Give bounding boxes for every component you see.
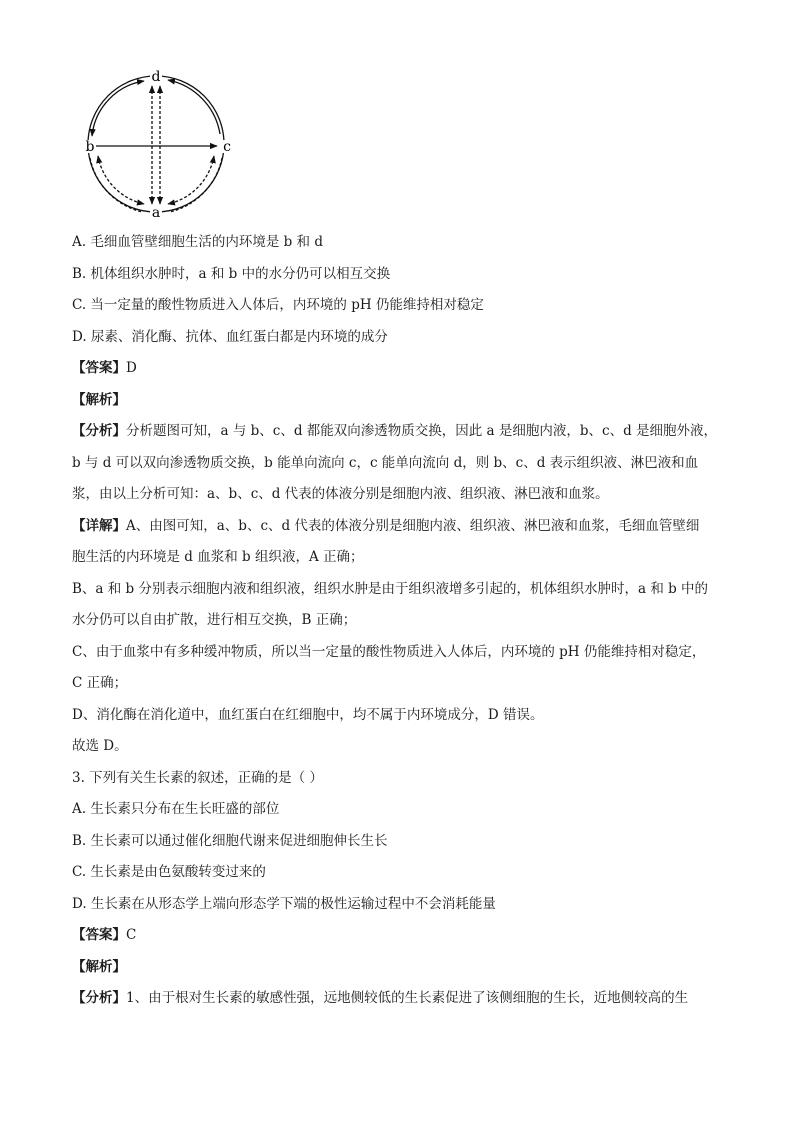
q3-fenxi-line-1 <box>72 988 722 1008</box>
q3-option-b: B. 生长素可以通过催化细胞代谢来促进细胞伸长生长 <box>72 833 388 849</box>
q2-fenxi-line-3: 浆，由以上分析可知：a、b、c、d 代表的体液分别是细胞内液、组织液、淋巴液和血浆。 <box>72 486 609 502</box>
xiangjie-tag: 【详解】 <box>72 518 126 534</box>
q2-xiangjie-line-7: D、消化酶在消化道中，血红蛋白在红细胞中，均不属于内环境成分，D 错误。 <box>72 707 544 723</box>
fenxi-text: 分析题图可知，a 与 b、c、d 都能双向渗透物质交换，因此 a 是细胞内液，b、c、d 是细胞外液， <box>126 423 718 439</box>
label-d: d <box>151 69 161 85</box>
q2-analysis-tag: 【解析】 <box>72 392 126 408</box>
q3-option-c: C. 生长素是由色氨酸转变过来的 <box>72 864 266 880</box>
q2-option-c: C. 当一定量的酸性物质进入人体后，内环境的 pH 仍能维持相对稳定 <box>72 297 484 313</box>
q2-xiangjie-line-5: C、由于血浆中有多种缓冲物质，所以当一定量的酸性物质进入人体后，内环境的 pH 仍能维持相对稳定， <box>72 644 706 660</box>
q3-analysis-tag: 【解析】 <box>72 959 126 975</box>
diagram-circle <box>85 76 224 212</box>
q2-fenxi-line-1 <box>72 421 722 441</box>
q2-xiangjie-line-3: B、a 和 b 分别表示细胞内液和组织液，组织水肿是由于组织液增多引起的，机体组织水肿时，a 和 b 中的 <box>72 581 709 597</box>
body-fluid-diagram <box>80 68 250 220</box>
arrow-b-d <box>92 81 144 136</box>
q2-fenxi-line-2: b 与 d 可以双向渗透物质交换，b 能单向流向 c，c 能单向流向 d，则 b、c、d 表示组织液、淋巴液和血 <box>72 455 699 471</box>
q2-xiangjie-line-2: 胞生活的内环境是 d 血浆和 b 组织液，A 正确； <box>72 549 364 565</box>
label-b: b <box>85 139 95 155</box>
label-a: a <box>151 205 161 220</box>
q2-option-a: A. 毛细血管壁细胞生活的内环境是 b 和 d <box>72 234 323 250</box>
q3-option-a: A. 生长素只分布在生长旺盛的部位 <box>72 801 280 817</box>
q2-xiangjie-line-1 <box>72 516 722 536</box>
q2-option-b: B. 机体组织水肿时，a 和 b 中的水分仍可以相互交换 <box>72 266 391 282</box>
arrow-b-a-inner <box>98 156 144 204</box>
answer-tag: 【答案】 <box>72 360 126 376</box>
label-c: c <box>223 139 231 155</box>
fenxi-tag: 【分析】 <box>72 990 126 1006</box>
fenxi-tag: 【分析】 <box>72 423 126 439</box>
answer-value: C <box>126 927 137 943</box>
answer-value: D <box>126 360 137 376</box>
q2-conclusion: 故选 D。 <box>72 738 128 754</box>
xiangjie-text: A、由图可知，a、b、c、d 代表的体液分别是细胞内液、组织液、淋巴液和血浆，毛细血管壁细 <box>126 518 700 534</box>
arrow-c-a-inner <box>168 156 214 204</box>
q2-xiangjie-line-4: 水分仍可以自由扩散，进行相互交换，B 正确； <box>72 612 357 628</box>
q3-option-d: D. 生长素在从形态学上端向形态学下端的极性运输过程中不会消耗能量 <box>72 896 496 912</box>
q2-answer <box>72 358 722 378</box>
q2-option-d: D. 尿素、消化酶、抗体、血红蛋白都是内环境的成分 <box>72 329 388 345</box>
fenxi-text: 1、由于根对生长素的敏感性强，远地侧较低的生长素促进了该侧细胞的生长，近地侧较高的生 <box>126 990 689 1006</box>
arrow-b-a-outer <box>90 158 142 212</box>
arrow-c-a-outer <box>170 158 222 212</box>
answer-tag: 【答案】 <box>72 927 126 943</box>
q3-answer <box>72 925 722 945</box>
q2-xiangjie-line-6: C 正确； <box>72 675 128 691</box>
q3-stem: 3. 下列有关生长素的叙述，正确的是（ ） <box>72 770 323 786</box>
